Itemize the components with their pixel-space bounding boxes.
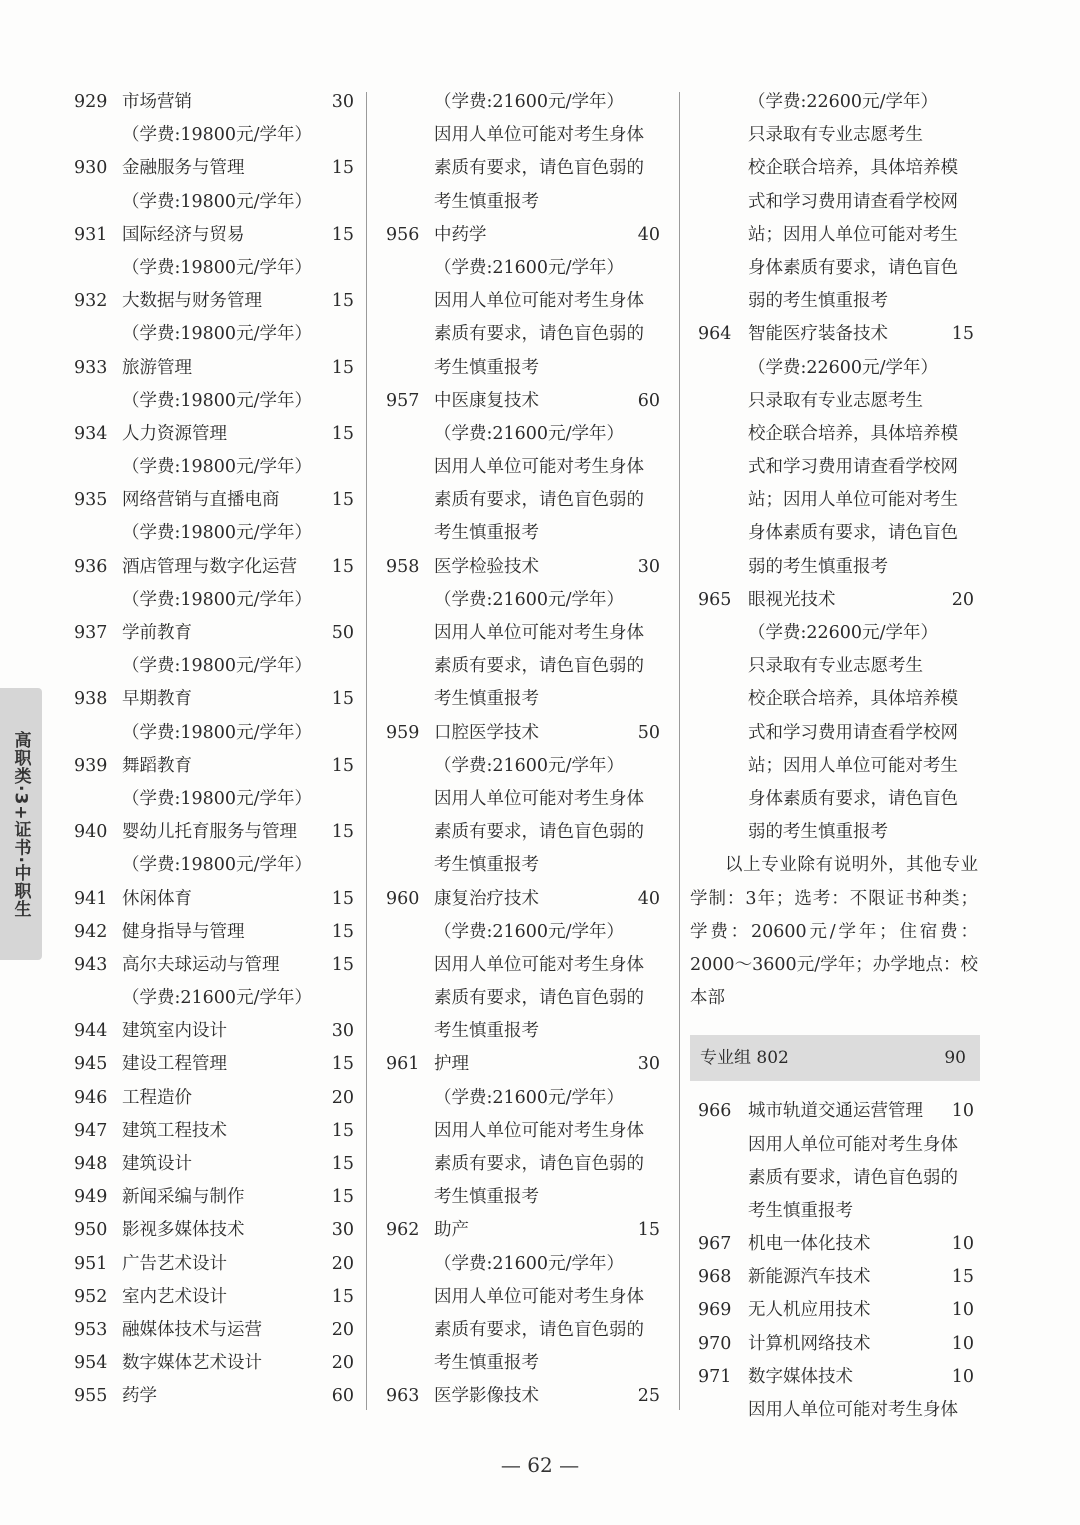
entry-detail-line: 因用人单位可能对考生身体 [434, 954, 644, 975]
entry-detail-line: 考生慎重报考 [434, 523, 539, 544]
program-group-header [690, 1035, 980, 1081]
program-name: 康复治疗技术 [434, 888, 539, 909]
program-code: 943 [74, 954, 108, 975]
entry-detail-line: 因用人单位可能对考生身体 [434, 125, 644, 146]
entry-detail-line: （学费:19800元/学年） [122, 324, 312, 345]
program-quota: 50 [331, 623, 354, 643]
program-name: 新闻采编与制作 [122, 1187, 245, 1208]
program-code: 950 [74, 1220, 108, 1241]
section-side-tab: 高职类·3+证书·中职生 [0, 688, 42, 960]
program-entry [378, 219, 666, 252]
program-quota: 10 [951, 1300, 974, 1321]
program-entry [378, 717, 666, 750]
entry-detail-line: 站；因用人单位可能对考生 [748, 224, 958, 245]
program-code: 935 [74, 490, 108, 511]
program-entry [64, 1015, 360, 1048]
entry-detail-line: 素质有要求，请色盲色弱的 [434, 324, 644, 345]
entry-detail-line: （学费:22600元/学年） [748, 357, 938, 378]
program-code: 962 [386, 1220, 420, 1241]
program-entry [690, 584, 980, 617]
program-quota: 20 [331, 1087, 354, 1108]
program-name: 学前教育 [122, 623, 192, 643]
program-name: 大数据与财务管理 [122, 291, 262, 312]
program-quota: 30 [331, 1021, 354, 1042]
program-entry [690, 1095, 980, 1128]
entry-detail-line: 素质有要求，请色盲色弱的 [748, 1167, 958, 1188]
program-code: 968 [698, 1267, 732, 1288]
entry-detail-line: （学费:19800元/学年） [122, 390, 312, 411]
program-entry [64, 1082, 360, 1115]
program-entry [690, 1228, 980, 1261]
program-quota: 15 [331, 888, 354, 909]
program-entry [64, 1214, 360, 1247]
program-entry [64, 883, 360, 916]
entry-detail-line: 弱的考生慎重报考 [748, 291, 888, 312]
entry-detail-line: 因用人单位可能对考生身体 [434, 1286, 644, 1307]
program-name: 建筑室内设计 [122, 1021, 227, 1042]
entry-detail-line: （学费:21600元/学年） [122, 988, 312, 1009]
entry-detail-line: （学费:21600元/学年） [434, 423, 624, 444]
group-count: 90 [944, 1048, 966, 1069]
entry-detail-line: 身体素质有要求，请色盲色 [748, 257, 958, 278]
program-code: 944 [74, 1021, 108, 1042]
program-code: 960 [386, 888, 420, 909]
entry-detail-line: （学费:19800元/学年） [122, 722, 312, 743]
program-entry [64, 484, 360, 517]
program-name: 中药学 [434, 224, 487, 245]
program-quota: 15 [331, 1154, 354, 1174]
entry-detail-line: （学费:19800元/学年） [122, 656, 312, 677]
program-quota: 40 [637, 888, 660, 909]
program-entry [690, 1328, 980, 1361]
program-code: 954 [74, 1353, 108, 1374]
program-code: 952 [74, 1286, 108, 1307]
program-quota: 20 [331, 1253, 354, 1274]
entry-detail-line: 校企联合培养，具体培养模 [748, 158, 958, 179]
entry-detail-line: 考生慎重报考 [748, 1200, 853, 1221]
program-quota: 15 [331, 224, 354, 245]
program-entry [690, 1294, 980, 1327]
program-quota: 60 [331, 1386, 354, 1407]
program-name: 城市轨道交通运营管理 [748, 1101, 923, 1122]
entry-detail-line: （学费:22600元/学年） [748, 623, 938, 643]
program-code: 942 [74, 921, 108, 942]
entry-detail-line: （学费:21600元/学年） [434, 755, 624, 776]
entry-detail-line: 只录取有专业志愿考生 [748, 390, 923, 411]
program-name: 健身指导与管理 [122, 921, 245, 942]
program-entry [64, 219, 360, 252]
program-code: 937 [74, 623, 108, 643]
program-code: 971 [698, 1366, 732, 1387]
program-name: 金融服务与管理 [122, 158, 245, 179]
entry-detail-line: （学费:21600元/学年） [434, 921, 624, 942]
program-name: 酒店管理与数字化运营 [122, 556, 297, 577]
program-entry [64, 1181, 360, 1214]
program-code: 936 [74, 556, 108, 577]
entry-detail-line: （学费:22600元/学年） [748, 92, 938, 112]
program-entry [64, 1380, 360, 1413]
entry-detail-line: （学费:19800元/学年） [122, 191, 312, 212]
entry-detail-line: 身体素质有要求，请色盲色 [748, 523, 958, 544]
program-quota: 50 [637, 722, 660, 743]
program-name: 护理 [434, 1054, 469, 1075]
program-name: 数字媒体艺术设计 [122, 1353, 262, 1374]
program-code: 964 [698, 324, 732, 345]
column-3-list-bottom [690, 1095, 980, 1427]
entry-detail-line: 式和学习费用请查看学校网 [748, 722, 958, 743]
program-quota: 15 [951, 1267, 974, 1288]
program-name: 眼视光技术 [748, 589, 836, 610]
entry-detail-line: 素质有要求，请色盲色弱的 [434, 1319, 644, 1340]
program-entry [378, 551, 666, 584]
entry-detail-line: （学费:19800元/学年） [122, 589, 312, 610]
program-entry [690, 318, 980, 351]
program-entry [378, 1214, 666, 1247]
program-code: 957 [386, 390, 420, 411]
program-quota: 15 [331, 1054, 354, 1075]
program-name: 医学检验技术 [434, 556, 539, 577]
entry-detail-line: （学费:19800元/学年） [122, 257, 312, 278]
entry-detail-line: 素质有要求，请色盲色弱的 [434, 822, 644, 843]
program-quota: 10 [951, 1234, 974, 1255]
program-code: 955 [74, 1386, 108, 1407]
program-entry [690, 1261, 980, 1294]
program-code: 945 [74, 1054, 108, 1075]
entry-detail-line: 素质有要求，请色盲色弱的 [434, 1154, 644, 1174]
program-name: 室内艺术设计 [122, 1286, 227, 1307]
entry-detail-line: （学费:21600元/学年） [434, 1253, 624, 1274]
entry-detail-line: （学费:19800元/学年） [122, 855, 312, 876]
program-code: 939 [74, 755, 108, 776]
program-note: 以上专业除有说明外，其他专业学制：3年；选考：不限证书种类；学费：20600元/学年；住宿费：2000～3600元/学年；办学地点：校本部 [690, 855, 978, 1009]
entry-detail-line: 考生慎重报考 [434, 1353, 539, 1374]
entry-detail-line: 式和学习费用请查看学校网 [748, 191, 958, 212]
program-quota: 15 [331, 954, 354, 975]
program-code: 947 [74, 1120, 108, 1141]
column-2 [378, 86, 666, 1414]
program-name: 人力资源管理 [122, 423, 227, 444]
program-name: 新能源汽车技术 [748, 1267, 871, 1288]
program-name: 广告艺术设计 [122, 1253, 227, 1274]
program-quota: 25 [637, 1386, 660, 1407]
program-code: 934 [74, 423, 108, 444]
program-quota: 15 [331, 556, 354, 577]
program-code: 933 [74, 357, 108, 378]
program-quota: 10 [951, 1366, 974, 1387]
program-quota: 15 [331, 921, 354, 942]
entry-detail-line: 站；因用人单位可能对考生 [748, 490, 958, 511]
column-1 [64, 86, 360, 1414]
program-quota: 30 [331, 92, 354, 112]
program-name: 数字媒体技术 [748, 1366, 853, 1387]
group-label: 专业组 802 [700, 1048, 789, 1069]
entry-detail-line: （学费:21600元/学年） [434, 92, 624, 112]
program-quota: 20 [331, 1353, 354, 1374]
program-name: 计算机网络技术 [748, 1333, 871, 1354]
program-entry [64, 1048, 360, 1081]
program-entry [64, 816, 360, 849]
program-quota: 15 [637, 1220, 660, 1241]
program-entry [64, 1148, 360, 1181]
program-name: 市场营销 [122, 92, 192, 112]
entry-detail-line: （学费:21600元/学年） [434, 589, 624, 610]
entry-detail-line: 校企联合培养，具体培养模 [748, 423, 958, 444]
program-entry [64, 683, 360, 716]
program-quota: 15 [331, 1286, 354, 1307]
program-name: 工程造价 [122, 1087, 192, 1108]
program-code: 932 [74, 291, 108, 312]
program-name: 建筑设计 [122, 1154, 192, 1174]
program-quota: 15 [331, 490, 354, 511]
program-quota: 20 [331, 1319, 354, 1340]
program-quota: 30 [637, 1054, 660, 1075]
program-quota: 60 [637, 390, 660, 411]
entry-detail-line: 因用人单位可能对考生身体 [748, 1400, 958, 1421]
program-quota: 15 [331, 689, 354, 710]
program-entry [64, 152, 360, 185]
program-quota: 10 [951, 1101, 974, 1122]
program-quota: 15 [951, 324, 974, 345]
program-code: 970 [698, 1333, 732, 1354]
entry-detail-line: 身体素质有要求，请色盲色 [748, 788, 958, 809]
program-name: 影视多媒体技术 [122, 1220, 245, 1241]
program-code: 951 [74, 1253, 108, 1274]
entry-detail-line: 弱的考生慎重报考 [748, 822, 888, 843]
program-entry [378, 1048, 666, 1081]
column-3 [690, 86, 980, 1427]
program-quota: 15 [331, 158, 354, 179]
program-entry [64, 1115, 360, 1148]
entry-detail-line: 素质有要求，请色盲色弱的 [434, 158, 644, 179]
program-code: 956 [386, 224, 420, 245]
entry-detail-line: （学费:19800元/学年） [122, 125, 312, 146]
program-name: 旅游管理 [122, 357, 192, 378]
program-quota: 15 [331, 1120, 354, 1141]
program-entry [64, 418, 360, 451]
program-code: 961 [386, 1054, 420, 1075]
program-entry [64, 1314, 360, 1347]
program-quota: 15 [331, 291, 354, 312]
page-number: — 62 — [500, 1453, 580, 1477]
program-name: 无人机应用技术 [748, 1300, 871, 1321]
program-name: 网络营销与直播电商 [122, 490, 280, 511]
program-entry [378, 883, 666, 916]
program-code: 930 [74, 158, 108, 179]
program-entry [64, 617, 360, 650]
entry-detail-line: 因用人单位可能对考生身体 [434, 623, 644, 643]
entry-detail-line: 式和学习费用请查看学校网 [748, 457, 958, 478]
program-name: 医学影像技术 [434, 1386, 539, 1407]
program-quota: 40 [637, 224, 660, 245]
program-code: 958 [386, 556, 420, 577]
program-quota: 15 [331, 423, 354, 444]
entry-detail-line: （学费:19800元/学年） [122, 788, 312, 809]
program-quota: 20 [951, 589, 974, 610]
program-name: 药学 [122, 1386, 157, 1407]
program-code: 965 [698, 589, 732, 610]
entry-detail-line: 弱的考生慎重报考 [748, 556, 888, 577]
program-code: 969 [698, 1300, 732, 1321]
program-entry [64, 916, 360, 949]
program-code: 940 [74, 822, 108, 843]
program-entry [64, 551, 360, 584]
entry-detail-line: 因用人单位可能对考生身体 [434, 457, 644, 478]
program-code: 966 [698, 1101, 732, 1122]
program-quota: 15 [331, 822, 354, 843]
program-name: 早期教育 [122, 689, 192, 710]
program-entry [64, 1281, 360, 1314]
entry-detail-line: 考生慎重报考 [434, 357, 539, 378]
program-name: 建设工程管理 [122, 1054, 227, 1075]
program-entry [64, 285, 360, 318]
program-code: 967 [698, 1234, 732, 1255]
program-quota: 15 [331, 755, 354, 776]
program-name: 中医康复技术 [434, 390, 539, 411]
program-name: 休闲体育 [122, 888, 192, 909]
program-entry [64, 86, 360, 119]
entry-detail-line: 考生慎重报考 [434, 191, 539, 212]
program-entry [64, 352, 360, 385]
program-code: 941 [74, 888, 108, 909]
entry-detail-line: 考生慎重报考 [434, 689, 539, 710]
entry-detail-line: 考生慎重报考 [434, 1187, 539, 1208]
program-quota: 30 [331, 1220, 354, 1241]
entry-detail-line: 考生慎重报考 [434, 855, 539, 876]
entry-detail-line: 因用人单位可能对考生身体 [434, 1120, 644, 1141]
program-entry [378, 385, 666, 418]
entry-detail-line: 因用人单位可能对考生身体 [748, 1134, 958, 1155]
entry-detail-line: 因用人单位可能对考生身体 [434, 788, 644, 809]
entry-detail-line: 素质有要求，请色盲色弱的 [434, 656, 644, 677]
program-name: 助产 [434, 1220, 469, 1241]
program-entry [378, 1380, 666, 1413]
program-name: 高尔夫球运动与管理 [122, 954, 280, 975]
entry-detail-line: （学费:19800元/学年） [122, 457, 312, 478]
entry-detail-line: （学费:19800元/学年） [122, 523, 312, 544]
program-entry [64, 949, 360, 982]
program-name: 建筑工程技术 [122, 1120, 227, 1141]
program-entry [690, 1361, 980, 1394]
program-entry [64, 1347, 360, 1380]
program-code: 938 [74, 689, 108, 710]
program-code: 931 [74, 224, 108, 245]
program-name: 国际经济与贸易 [122, 224, 245, 245]
program-code: 948 [74, 1154, 108, 1174]
program-entry [64, 750, 360, 783]
entry-detail-line: 因用人单位可能对考生身体 [434, 291, 644, 312]
program-code: 946 [74, 1087, 108, 1108]
entry-detail-line: 考生慎重报考 [434, 1021, 539, 1042]
program-name: 舞蹈教育 [122, 755, 192, 776]
program-name: 口腔医学技术 [434, 722, 539, 743]
entry-detail-line: 校企联合培养，具体培养模 [748, 689, 958, 710]
program-code: 953 [74, 1319, 108, 1340]
entry-detail-line: （学费:21600元/学年） [434, 257, 624, 278]
program-code: 929 [74, 92, 108, 112]
program-name: 婴幼儿托育服务与管理 [122, 822, 297, 843]
entry-detail-line: 只录取有专业志愿考生 [748, 656, 923, 677]
program-quota: 10 [951, 1333, 974, 1354]
entry-detail-line: 素质有要求，请色盲色弱的 [434, 988, 644, 1009]
entry-detail-line: （学费:21600元/学年） [434, 1087, 624, 1108]
program-quota: 15 [331, 357, 354, 378]
program-code: 963 [386, 1386, 420, 1407]
program-quota: 15 [331, 1187, 354, 1208]
column-3-list-top [690, 86, 980, 849]
column-divider [366, 92, 367, 1410]
program-quota: 30 [637, 556, 660, 577]
entry-detail-line: 只录取有专业志愿考生 [748, 125, 923, 146]
program-code: 959 [386, 722, 420, 743]
program-code: 949 [74, 1187, 108, 1208]
entry-detail-line: 素质有要求，请色盲色弱的 [434, 490, 644, 511]
entry-detail-line: 站；因用人单位可能对考生 [748, 755, 958, 776]
program-entry [64, 1248, 360, 1281]
program-name: 智能医疗装备技术 [748, 324, 888, 345]
program-name: 融媒体技术与运营 [122, 1319, 262, 1340]
program-name: 机电一体化技术 [748, 1234, 871, 1255]
column-divider [679, 92, 680, 1410]
